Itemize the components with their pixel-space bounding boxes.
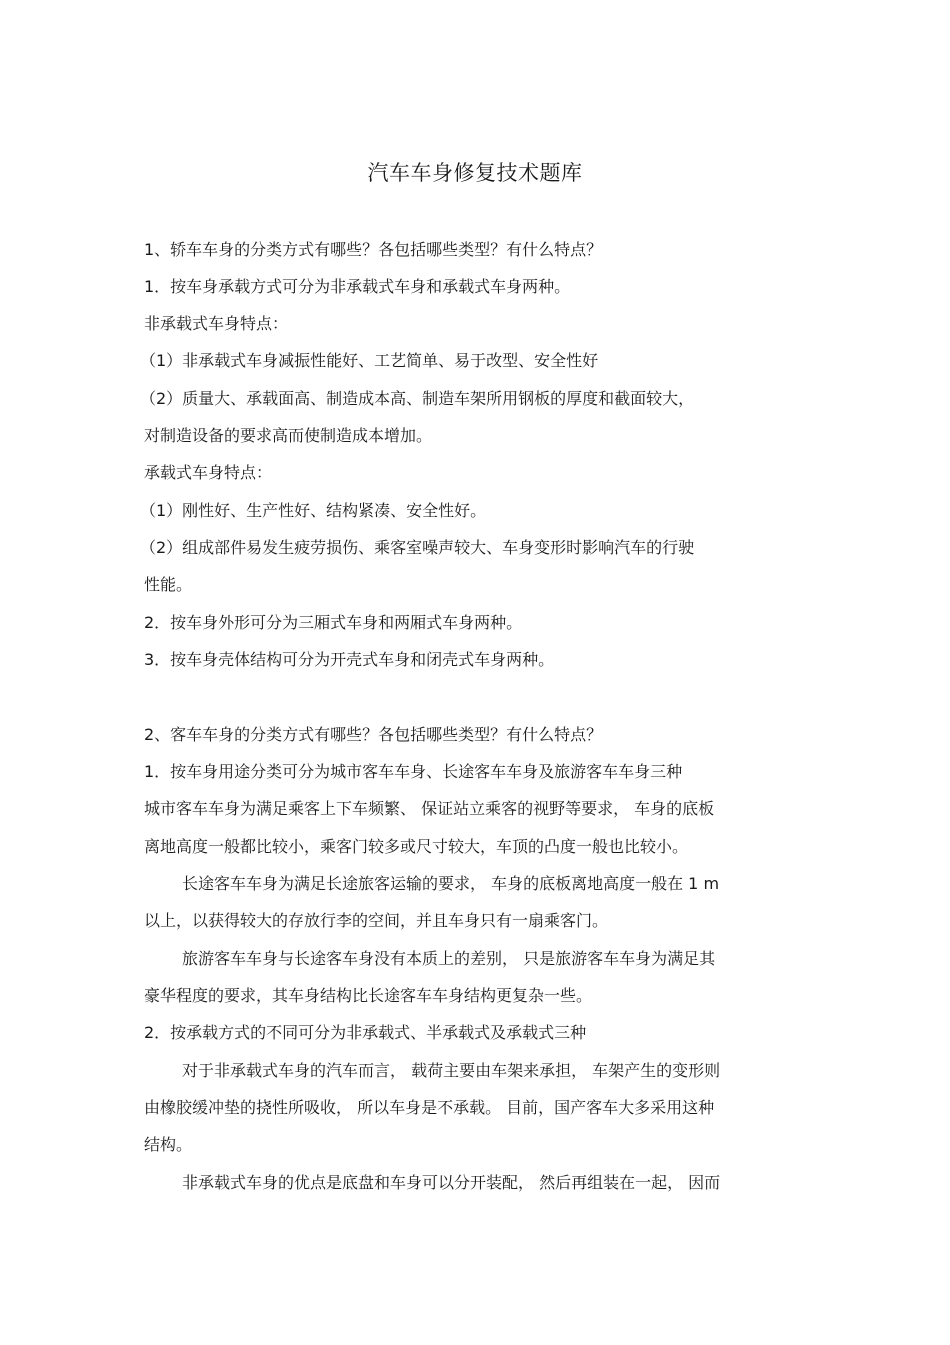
paragraph-line: 3．按车身壳体结构可分为开壳式车身和闭壳式车身两种。 xyxy=(144,650,555,669)
paragraph-line: 2．按承载方式的不同可分为非承载式、半承载式及承载式三种 xyxy=(144,1023,587,1042)
document-title: 汽车车身修复技术题库 xyxy=(367,161,583,185)
paragraph-line: 性能。 xyxy=(144,575,193,594)
paragraph-line: （1）刚性好、生产性好、结构紧凑、安全性好。 xyxy=(140,501,487,520)
paragraph-line: （1）非承载式车身减振性能好、工艺简单、易于改型、安全性好 xyxy=(140,351,599,370)
paragraph-line: 2．按车身外形可分为三厢式车身和两厢式车身两种。 xyxy=(144,613,523,632)
paragraph-line: 结构。 xyxy=(144,1135,193,1154)
paragraph-line: 豪华程度的要求，其车身结构比长途客车车身结构更复杂一些。 xyxy=(144,986,593,1005)
paragraph-line: 城市客车车身为满足乘客上下车频繁、 保证站立乘客的视野等要求， 车身的底板 xyxy=(144,799,715,818)
question-1-heading: 1、轿车车身的分类方式有哪些？各包括哪些类型？有什么特点？ xyxy=(144,240,603,259)
paragraph-line: 由橡胶缓冲垫的挠性所吸收， 所以车身是不承载。 目前，国产客车大多采用这种 xyxy=(144,1098,715,1117)
paragraph-line: 对于非承载式车身的汽车而言， 载荷主要由车架来承担， 车架产生的变形则 xyxy=(182,1061,721,1080)
paragraph-line: 长途客车车身为满足长途旅客运输的要求， 车身的底板离地高度一般在 1 m xyxy=(182,874,720,893)
question-2-heading: 2、客车车身的分类方式有哪些？各包括哪些类型？有什么特点？ xyxy=(144,725,603,744)
paragraph-line: 非承载式车身特点： xyxy=(144,314,289,333)
paragraph-line: 以上，以获得较大的存放行李的空间，并且车身只有一扇乘客门。 xyxy=(144,911,609,930)
paragraph-line: 离地高度一般都比较小，乘客门较多或尺寸较大，车顶的凸度一般也比较小。 xyxy=(144,837,689,856)
paragraph-line: 1．按车身用途分类可分为城市客车车身、长途客车车身及旅游客车车身三种 xyxy=(144,762,683,781)
paragraph-line: 承载式车身特点： xyxy=(144,463,273,482)
paragraph-line: 1．按车身承载方式可分为非承载式车身和承载式车身两种。 xyxy=(144,277,571,296)
paragraph-line: 非承载式车身的优点是底盘和车身可以分开装配， 然后再组装在一起， 因而 xyxy=(182,1173,721,1192)
paragraph-line: 对制造设备的要求高而使制造成本增加。 xyxy=(144,426,433,445)
paragraph-line: （2）组成部件易发生疲劳损伤、乘客室噪声较大、车身变形时影响汽车的行驶 xyxy=(140,538,695,557)
paragraph-line: 旅游客车车身与长途客车身没有本质上的差别， 只是旅游客车车身为满足其 xyxy=(182,949,716,968)
paragraph-line: （2）质量大、承载面高、制造成本高、制造车架所用钢板的厚度和截面较大， xyxy=(140,389,695,408)
